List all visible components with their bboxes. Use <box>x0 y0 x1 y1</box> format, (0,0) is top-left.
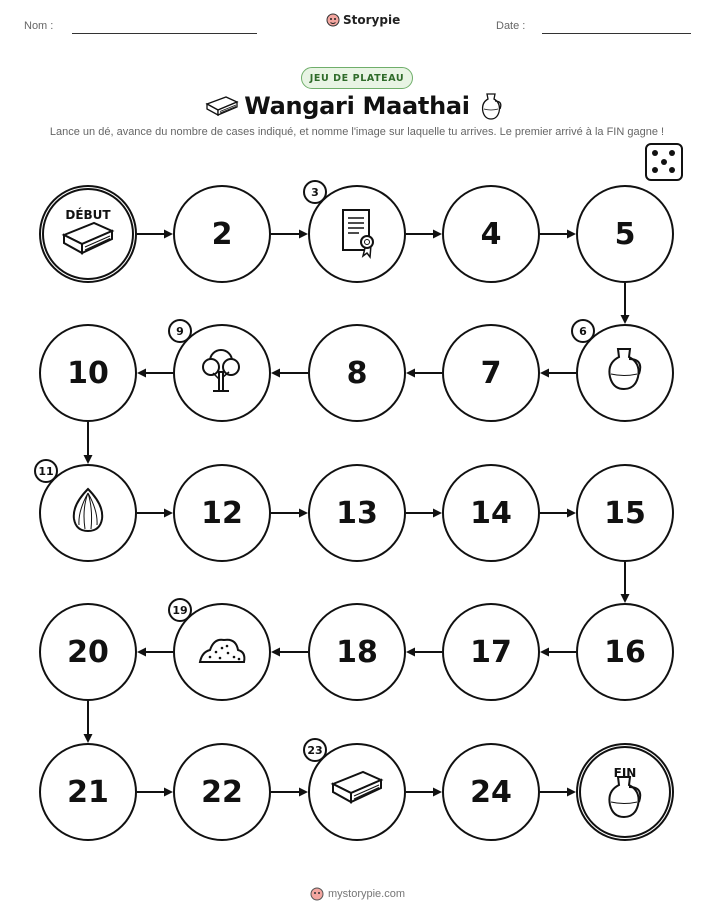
space-number: 16 <box>604 634 646 670</box>
name-label: Nom : <box>24 20 54 32</box>
space-number: 4 <box>480 216 502 252</box>
game-type-badge: JEU DE PLATEAU <box>301 67 413 89</box>
board-space-13[interactable] <box>308 464 406 562</box>
board-space-12[interactable] <box>173 464 271 562</box>
space-number: 17 <box>470 634 512 670</box>
space-label: DÉBUT <box>65 208 111 222</box>
date-label: Date : <box>496 20 526 32</box>
space-number: 10 <box>67 355 109 391</box>
space-number: 5 <box>614 216 636 252</box>
board-space-20[interactable] <box>39 603 137 701</box>
board-space-22[interactable] <box>173 743 271 841</box>
board-space-21[interactable] <box>39 743 137 841</box>
path-arrow <box>137 648 173 657</box>
path-arrow <box>84 422 93 464</box>
footer-url[interactable]: mystorypie.com <box>328 888 406 900</box>
jug-icon <box>597 343 653 403</box>
path-arrow <box>540 230 576 239</box>
space-number: 8 <box>346 355 368 391</box>
path-arrow <box>406 509 442 518</box>
space-number-badge: 3 <box>303 180 327 204</box>
space-number: 21 <box>67 774 109 810</box>
space-label: FIN <box>613 766 637 780</box>
space-number: 24 <box>470 774 512 810</box>
tree-icon <box>194 343 250 403</box>
board-space-4[interactable] <box>442 185 540 283</box>
board-space-24[interactable] <box>442 743 540 841</box>
board-space-2[interactable] <box>173 185 271 283</box>
space-number: 20 <box>67 634 109 670</box>
jug-icon <box>597 771 653 831</box>
path-arrow <box>271 648 308 657</box>
path-arrow <box>84 701 93 743</box>
footer <box>310 887 405 901</box>
path-arrow <box>540 509 576 518</box>
certificate-icon <box>329 204 385 264</box>
book-icon <box>329 762 385 822</box>
space-number-badge: 19 <box>168 598 192 622</box>
path-arrow <box>621 283 630 324</box>
path-arrow <box>271 788 308 797</box>
board-space-15[interactable] <box>576 464 674 562</box>
board-space-17[interactable] <box>442 603 540 701</box>
path-arrow <box>137 369 173 378</box>
board-space-18[interactable] <box>308 603 406 701</box>
seed-icon <box>60 483 116 543</box>
space-number: 13 <box>336 495 378 531</box>
board-space-8[interactable] <box>308 324 406 422</box>
space-number-badge: 11 <box>34 459 58 483</box>
board-space-14[interactable] <box>442 464 540 562</box>
path-arrow <box>137 788 173 797</box>
path-arrow <box>406 230 442 239</box>
path-arrow <box>540 788 576 797</box>
mascot-icon <box>310 887 324 901</box>
path-arrow <box>406 369 442 378</box>
path-arrow <box>271 230 308 239</box>
space-number-badge: 23 <box>303 738 327 762</box>
board-space-25[interactable] <box>576 743 674 841</box>
board-space-5[interactable] <box>576 185 674 283</box>
board-space-1[interactable] <box>39 185 137 283</box>
path-arrow <box>621 562 630 603</box>
path-arrow <box>137 509 173 518</box>
board-space-7[interactable] <box>442 324 540 422</box>
page-title: Wangari Maathai <box>244 92 470 120</box>
space-number: 15 <box>604 495 646 531</box>
path-arrow <box>406 648 442 657</box>
board-space-10[interactable] <box>39 324 137 422</box>
path-arrow <box>540 648 576 657</box>
space-number: 18 <box>336 634 378 670</box>
space-number-badge: 9 <box>168 319 192 343</box>
space-number: 12 <box>201 495 243 531</box>
board-space-16[interactable] <box>576 603 674 701</box>
path-arrow <box>540 369 576 378</box>
space-number-badge: 6 <box>571 319 595 343</box>
space-number: 22 <box>201 774 243 810</box>
instructions: Lance un dé, avance du nombre de cases indiqué, et nomme l'image sur laquelle tu arrives. Le premier arrivé à la FIN gagne ! <box>49 126 665 138</box>
path-arrow <box>406 788 442 797</box>
path-arrow <box>271 369 308 378</box>
space-number: 7 <box>480 355 502 391</box>
space-number: 14 <box>470 495 512 531</box>
space-number: 2 <box>211 216 233 252</box>
soil-icon <box>194 622 250 682</box>
path-arrow <box>271 509 308 518</box>
path-arrow <box>137 230 173 239</box>
book-icon <box>60 213 116 273</box>
brand-name: Storypie <box>343 13 401 27</box>
